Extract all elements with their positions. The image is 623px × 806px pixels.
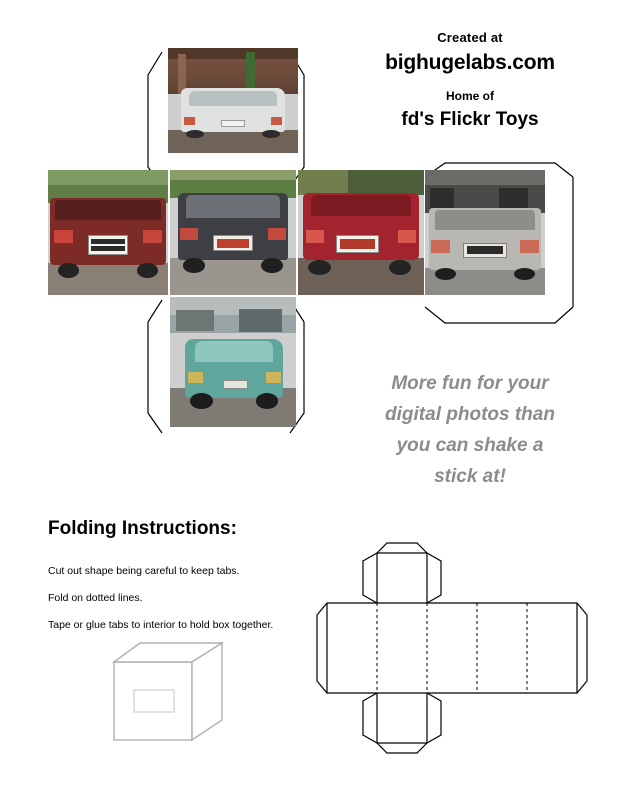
photo-front (170, 170, 296, 295)
tagline-line-4: stick at! (434, 466, 506, 487)
finished-cube-preview (110, 640, 230, 745)
folding-instructions-title: Folding Instructions: (48, 518, 237, 539)
photo-far-right (425, 170, 545, 295)
tagline-line-3: you can shake a (396, 435, 544, 456)
product-name: fd's Flickr Toys (401, 109, 539, 130)
folding-step-3: Tape or glue tabs to interior to hold box together. (48, 619, 274, 631)
photo-right (298, 170, 424, 295)
folding-step-1: Cut out shape being careful to keep tabs. (48, 565, 240, 577)
photo-left (48, 170, 168, 295)
photo-bottom (170, 297, 296, 427)
cube-net-template (315, 535, 590, 760)
folding-instructions-steps (48, 558, 318, 639)
tagline-line-2: digital photos than (385, 404, 555, 425)
photo-top (168, 48, 298, 153)
folding-step-2: Fold on dotted lines. (48, 592, 143, 604)
tagline-line-1: More fun for your (391, 373, 549, 394)
created-at-label: Created at (437, 30, 503, 45)
home-of-label: Home of (446, 89, 494, 103)
brand-name: bighugelabs.com (385, 51, 555, 74)
